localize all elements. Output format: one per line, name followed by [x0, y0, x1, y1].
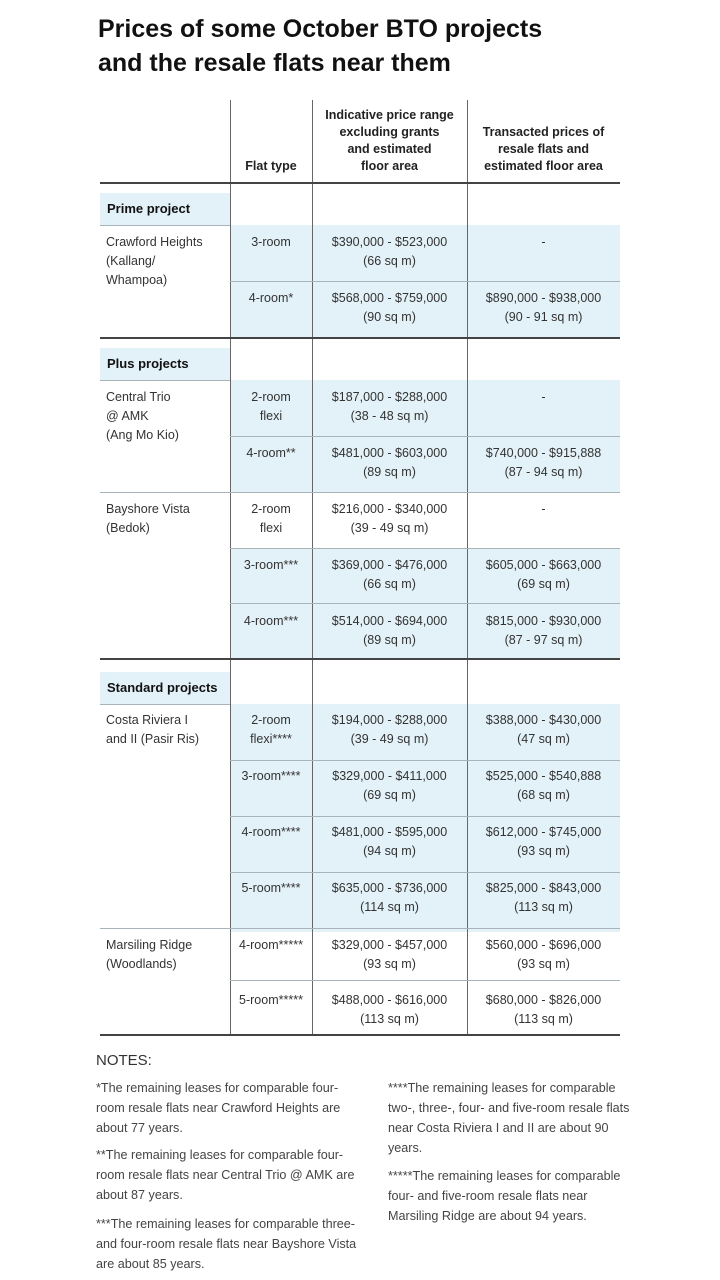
- bto-price-cell: $369,000 - $476,000 (66 sq m): [331, 558, 448, 591]
- row-rule: [230, 872, 620, 873]
- title-line-1: Prices of some October BTO projects: [98, 15, 543, 43]
- bto-price-cell: $187,000 - $288,000 (38 - 48 sq m): [331, 390, 448, 423]
- project-crawford: Crawford Heights (Kallang/ Whampoa): [106, 235, 203, 287]
- row-rule: [230, 436, 620, 437]
- row-rule: [230, 816, 620, 817]
- flat-type-cell: 4-room*: [248, 291, 294, 305]
- note-4: ****The remaining leases for comparable two-, three-, four- and five-room resale flats near Costa Riviera I and II are about 90 years.: [388, 1081, 630, 1155]
- bto-price-cell: $390,000 - $523,000 (66 sq m): [331, 235, 448, 268]
- bto-price-cell: $481,000 - $595,000 (94 sq m): [331, 825, 448, 858]
- section-prime: Prime project: [107, 201, 191, 216]
- bto-price-cell: $481,000 - $603,000 (89 sq m): [331, 446, 448, 479]
- resale-price-cell: $740,000 - $915,888 (87 - 94 sq m): [485, 446, 602, 479]
- page-title: [98, 12, 698, 80]
- flat-type-cell: 3-room***: [243, 558, 299, 572]
- section-rule: [100, 658, 620, 660]
- row-rule: [100, 380, 230, 381]
- header-rule: [100, 182, 620, 184]
- resale-price-cell: $825,000 - $843,000 (113 sq m): [485, 881, 602, 914]
- bottom-rule: [100, 1034, 620, 1036]
- row-rule: [100, 492, 620, 493]
- notes-heading: NOTES:: [96, 1052, 152, 1069]
- bto-price-cell: $635,000 - $736,000 (114 sq m): [331, 881, 448, 914]
- resale-price-cell: -: [541, 502, 546, 516]
- row-rule: [230, 980, 620, 981]
- resale-price-cell: $612,000 - $745,000 (93 sq m): [485, 825, 602, 858]
- header-transacted-prices: Transacted prices of resale flats and estimated floor area: [482, 125, 605, 173]
- row-rule: [230, 760, 620, 761]
- resale-price-cell: -: [541, 235, 546, 249]
- bto-price-cell: $568,000 - $759,000 (90 sq m): [331, 291, 448, 324]
- flat-type-cell: 4-room*****: [239, 938, 303, 952]
- bto-price-cell: $216,000 - $340,000 (39 - 49 sq m): [331, 502, 448, 535]
- row-rule: [230, 603, 620, 604]
- header-indicative-price: Indicative price range excluding grants and estimated floor area: [325, 108, 454, 173]
- resale-price-cell: $680,000 - $826,000 (113 sq m): [485, 993, 602, 1026]
- section-standard: Standard projects: [107, 680, 218, 695]
- note-2: **The remaining leases for comparable four-room resale flats near Central Trio @ AMK are about 87 years.: [96, 1148, 355, 1202]
- flat-type-cell: 5-room****: [241, 881, 301, 895]
- resale-price-cell: $890,000 - $938,000 (90 - 91 sq m): [485, 291, 602, 324]
- bto-price-cell: $329,000 - $411,000 (69 sq m): [332, 769, 447, 802]
- project-bayshore: Bayshore Vista (Bedok): [106, 502, 190, 535]
- price-table: [100, 100, 620, 1035]
- section-plus: Plus projects: [107, 356, 189, 371]
- row-rule: [100, 928, 620, 929]
- note-5: *****The remaining leases for comparable four- and five-room resale flats near Marsiling Ridge are about 94 years.: [388, 1169, 621, 1223]
- bto-price-cell: $488,000 - $616,000 (113 sq m): [331, 993, 448, 1026]
- header-flat-type: Flat type: [245, 159, 297, 173]
- resale-price-cell: $388,000 - $430,000 (47 sq m): [485, 713, 602, 746]
- resale-price-cell: $605,000 - $663,000 (69 sq m): [485, 558, 602, 591]
- note-1: *The remaining leases for comparable four-room resale flats near Crawford Heights are about 77 years.: [96, 1081, 341, 1135]
- resale-price-cell: $560,000 - $696,000 (93 sq m): [485, 938, 602, 971]
- flat-type-cell: 3-room****: [241, 769, 301, 783]
- row-rule: [230, 548, 620, 549]
- row-rule: [100, 704, 230, 705]
- flat-type-cell: 2-room flexi****: [250, 713, 292, 746]
- project-central-trio: Central Trio @ AMK (Ang Mo Kio): [106, 390, 179, 442]
- row-rule: [230, 281, 620, 282]
- bto-price-cell: $514,000 - $694,000 (89 sq m): [331, 614, 448, 647]
- bto-price-cell: $194,000 - $288,000 (39 - 49 sq m): [331, 713, 448, 746]
- row-rule: [100, 225, 230, 226]
- flat-type-cell: 4-room**: [246, 446, 296, 460]
- bto-price-cell: $329,000 - $457,000 (93 sq m): [331, 938, 448, 971]
- flat-type-cell: 2-room flexi: [251, 502, 291, 535]
- resale-price-cell: $525,000 - $540,888 (68 sq m): [485, 769, 602, 802]
- project-costa: Costa Riviera I and II (Pasir Ris): [106, 713, 200, 746]
- project-marsiling: Marsiling Ridge (Woodlands): [106, 938, 193, 971]
- resale-price-cell: -: [541, 390, 546, 404]
- resale-price-cell: $815,000 - $930,000 (87 - 97 sq m): [485, 614, 602, 647]
- title-line-2: and the resale flats near them: [98, 49, 451, 77]
- note-3: ***The remaining leases for comparable three- and four-room resale flats near Bayshore Vista are about 85 years.: [96, 1217, 357, 1271]
- flat-type-cell: 4-room***: [243, 614, 299, 628]
- section-rule: [100, 337, 620, 339]
- flat-type-cell: 4-room****: [241, 825, 301, 839]
- flat-type-cell: 2-room flexi: [251, 390, 291, 423]
- flat-type-cell: 3-room: [251, 235, 291, 249]
- flat-type-cell: 5-room*****: [239, 993, 303, 1007]
